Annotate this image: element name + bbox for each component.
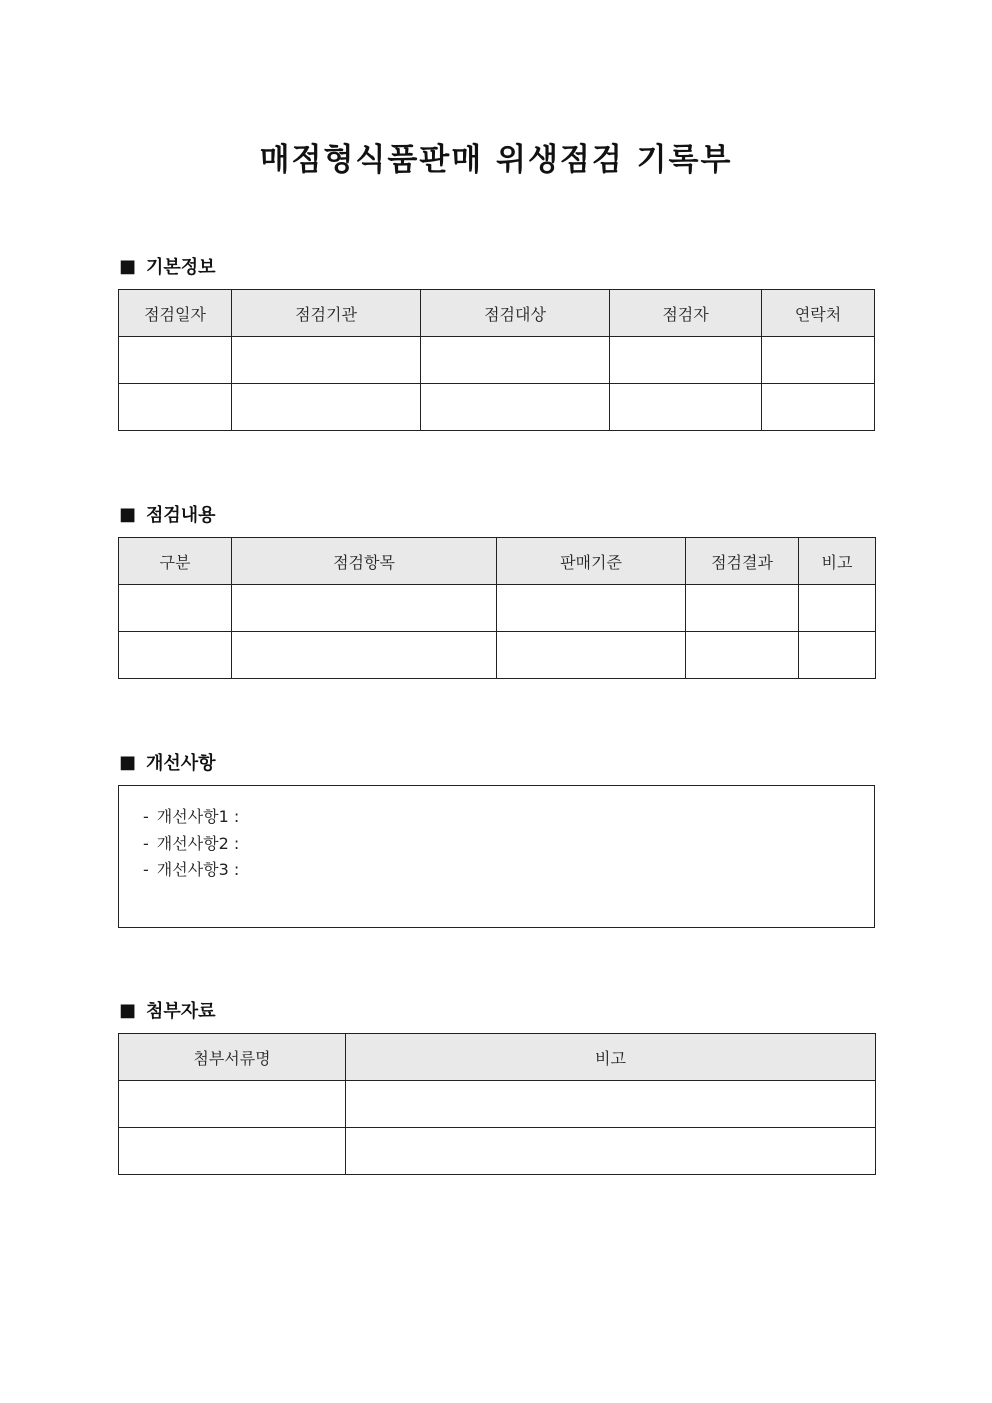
- table-cell[interactable]: [686, 585, 799, 632]
- table-cell[interactable]: [762, 384, 875, 431]
- table-cell[interactable]: [686, 632, 799, 679]
- table-cell[interactable]: [497, 585, 686, 632]
- table-cell[interactable]: [119, 585, 232, 632]
- page-title: 매점형식품판매 위생점검 기록부: [259, 142, 733, 178]
- table-cell[interactable]: [497, 632, 686, 679]
- table-cell[interactable]: [421, 337, 610, 384]
- table-header-row: [119, 1034, 876, 1081]
- improvements-list: [119, 786, 874, 884]
- table-row: [119, 1128, 876, 1175]
- table-cell[interactable]: [119, 384, 232, 431]
- table-cell[interactable]: [799, 632, 876, 679]
- table-cell[interactable]: [799, 585, 876, 632]
- table-header-row: [119, 290, 875, 337]
- section-heading-content: [119, 501, 216, 527]
- table-cell[interactable]: [346, 1081, 876, 1128]
- column-header-remarks: 비고: [346, 1034, 876, 1081]
- table-cell[interactable]: [610, 384, 762, 431]
- column-header-contact: 연락처: [762, 290, 875, 337]
- column-header-inspection-agency: 점검기관: [232, 290, 421, 337]
- table-header-row: [119, 538, 876, 585]
- column-header-inspection-item: 점검항목: [232, 538, 497, 585]
- attachments-table: [118, 1033, 876, 1175]
- table-cell[interactable]: [346, 1128, 876, 1175]
- table-cell[interactable]: [119, 1081, 346, 1128]
- section-heading-attachments: [119, 997, 216, 1023]
- table-cell[interactable]: [119, 337, 232, 384]
- section-heading-label: 점검내용: [146, 505, 216, 526]
- section-heading-label: 첨부자료: [146, 1001, 216, 1022]
- list-item: - 개선사항1 :: [143, 807, 240, 826]
- black-square-icon: ■: [119, 503, 137, 525]
- table-cell[interactable]: [421, 384, 610, 431]
- table-cell[interactable]: [232, 384, 421, 431]
- column-header-document-name: 첨부서류명: [119, 1034, 346, 1081]
- table-row: [119, 337, 875, 384]
- column-header-inspector: 점검자: [610, 290, 762, 337]
- black-square-icon: ■: [119, 751, 137, 773]
- column-header-category: 구분: [119, 538, 232, 585]
- black-square-icon: ■: [119, 255, 137, 277]
- table-cell[interactable]: [232, 632, 497, 679]
- black-square-icon: ■: [119, 999, 137, 1021]
- section-heading-basic: [119, 253, 216, 279]
- table-cell[interactable]: [119, 1128, 346, 1175]
- improvements-box[interactable]: [118, 785, 875, 928]
- table-cell[interactable]: [610, 337, 762, 384]
- section-heading-label: 기본정보: [146, 257, 216, 278]
- list-item: - 개선사항2 :: [143, 833, 240, 853]
- section-heading-label: 개선사항: [146, 753, 216, 774]
- column-header-inspection-date: 점검일자: [119, 290, 232, 337]
- table-cell[interactable]: [119, 632, 232, 679]
- table-cell[interactable]: [232, 337, 421, 384]
- column-header-remarks: 비고: [799, 538, 876, 585]
- column-header-inspection-target: 점검대상: [421, 290, 610, 337]
- table-cell[interactable]: [232, 585, 497, 632]
- basic-info-table: [118, 289, 875, 431]
- section-heading-improvements: [119, 749, 216, 775]
- table-row: [119, 1081, 876, 1128]
- column-header-sales-standard: 판매기준: [497, 538, 686, 585]
- inspection-content-table: [118, 537, 876, 679]
- table-row: [119, 384, 875, 431]
- column-header-inspection-result: 점검결과: [686, 538, 799, 585]
- table-row: [119, 632, 876, 679]
- list-item: - 개선사항3 :: [143, 860, 240, 879]
- table-cell[interactable]: [762, 337, 875, 384]
- table-row: [119, 585, 876, 632]
